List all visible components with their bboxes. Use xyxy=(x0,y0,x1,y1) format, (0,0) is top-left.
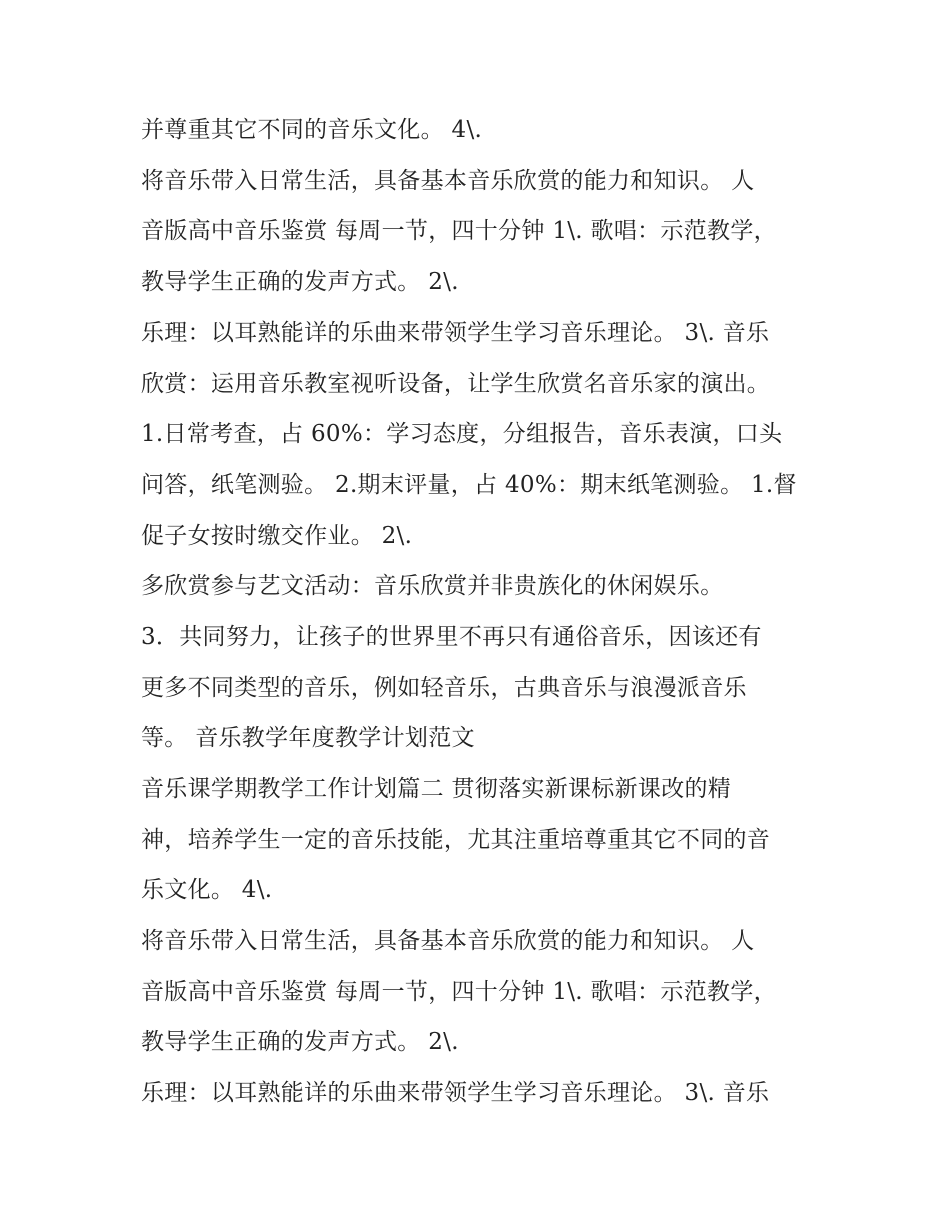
text-line: 将音乐带入日常生活，具备基本音乐欣赏的能力和知识。 人 xyxy=(141,928,755,954)
text-line: 神，培养学生一定的音乐技能，尤其注重培尊重其它不同的音 xyxy=(141,827,771,853)
text-line: 乐理：以耳熟能详的乐曲来带领学生学习音乐理论。 3\. 音乐 xyxy=(141,320,770,346)
text-line: 乐理：以耳熟能详的乐曲来带领学生学习音乐理论。 3\. 音乐 xyxy=(141,1080,770,1106)
text-line: 更多不同类型的音乐，例如轻音乐，古典音乐与浪漫派音乐 xyxy=(141,675,747,701)
text-line: 并尊重其它不同的音乐文化。 4\. xyxy=(141,117,483,143)
text-line: 1.日常考查，占 60%：学习态度，分组报告，音乐表演，口头 xyxy=(141,421,783,447)
text-line: 教导学生正确的发声方式。 2\. xyxy=(141,1029,459,1055)
text-line: 多欣赏参与艺文活动：音乐欣赏并非贵族化的休闲娱乐。 xyxy=(141,573,724,599)
text-line: 教导学生正确的发声方式。 2\. xyxy=(141,269,459,295)
text-line: 乐文化。 4\. xyxy=(141,877,273,903)
text-line: 音乐课学期教学工作计划篇二 贯彻落实新课标新课改的精 xyxy=(141,776,732,802)
text-line: 欣赏：运用音乐教室视听设备，让学生欣赏名音乐家的演出。 xyxy=(141,371,771,397)
text-line: 音版高中音乐鉴赏 每周一节，四十分钟 1\. 歌唱：示范教学， xyxy=(141,979,777,1005)
text-line: 3．共同努力，让孩子的世界里不再只有通俗音乐，因该还有 xyxy=(141,624,762,650)
text-line: 促子女按时缴交作业。 2\. xyxy=(141,523,413,549)
text-line: 问答，纸笔测验。 2.期末评量，占 40%：期末纸笔测验。 1.督 xyxy=(141,472,797,498)
text-line: 将音乐带入日常生活，具备基本音乐欣赏的能力和知识。 人 xyxy=(141,168,755,194)
text-line: 音版高中音乐鉴赏 每周一节，四十分钟 1\. 歌唱：示范教学， xyxy=(141,218,777,244)
text-line: 等。 音乐教学年度教学计划范文 xyxy=(141,725,475,751)
